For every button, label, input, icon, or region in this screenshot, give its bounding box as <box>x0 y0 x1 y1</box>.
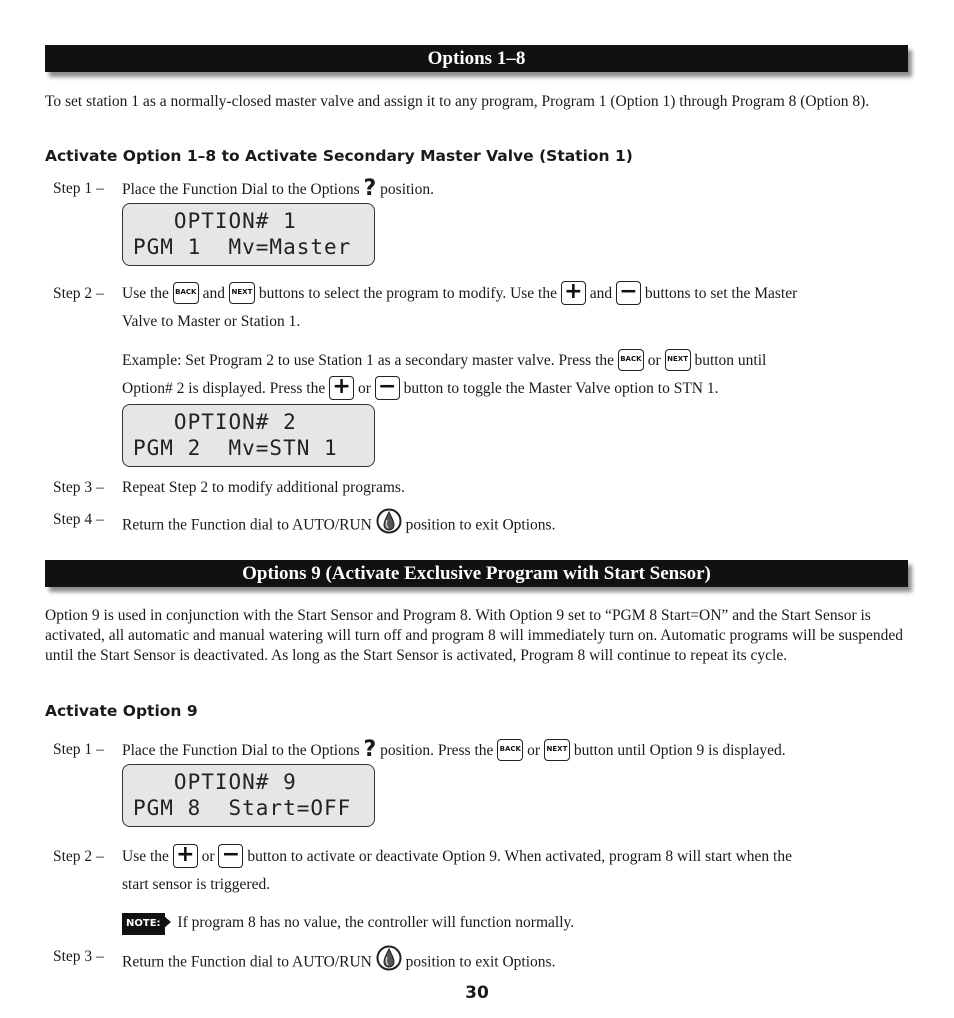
section-header-options-9: Options 9 (Activate Exclusive Program with Start Sensor) <box>45 560 908 587</box>
next-button-icon: NEXT <box>665 349 691 371</box>
lcd-line-2: PGM 2 Mv=STN 1 <box>133 436 338 460</box>
step-text: Use the <box>122 285 169 302</box>
step-text: Place the Function Dial to the Options <box>122 742 360 759</box>
step-text: or <box>527 742 541 759</box>
step-text: button to activate or deactivate Option 9. When activated, program 8 will start when the <box>247 848 792 865</box>
note-badge: NOTE: <box>122 913 165 935</box>
back-button-icon: BACK <box>173 282 199 304</box>
step-text: position. Press the <box>380 742 494 759</box>
back-button-icon: BACK <box>618 349 644 371</box>
step-text: Repeat Step 2 to modify additional programs. <box>122 479 405 496</box>
lcd-display-option-2 <box>122 404 375 467</box>
minus-button-icon: − <box>218 844 243 868</box>
page-number: 30 <box>465 983 489 1003</box>
step-number: Step 3 – <box>53 948 104 965</box>
step-text: button until Option 9 is displayed. <box>573 742 786 759</box>
step-text: position. <box>380 181 434 198</box>
step-text: and <box>202 285 226 302</box>
step-number: Step 1 – <box>53 741 104 758</box>
step-number: Step 4 – <box>53 511 104 528</box>
note-text: If program 8 has no value, the controller will function normally. <box>177 914 575 931</box>
step-number: Step 3 – <box>53 479 104 496</box>
next-button-icon: NEXT <box>229 282 255 304</box>
step-number: Step 2 – <box>53 285 104 302</box>
plus-button-icon: + <box>561 281 586 305</box>
example-text: Example: Set Program 2 to use Station 1 as a secondary master valve. Press the <box>122 352 615 369</box>
lcd-line-1: OPTION# 1 <box>133 209 297 233</box>
auto-run-dial-icon <box>376 508 402 540</box>
step-text: and <box>589 285 613 302</box>
lcd-line-2: PGM 8 Start=OFF <box>133 796 352 820</box>
step-text: Place the Function Dial to the Options <box>122 181 360 198</box>
step-text: or <box>201 848 215 865</box>
lcd-line-1: OPTION# 9 <box>133 770 297 794</box>
lcd-line-1: OPTION# 2 <box>133 410 297 434</box>
step-text: Use the <box>122 848 169 865</box>
step-text: buttons to set the Master <box>644 285 798 302</box>
plus-button-icon: + <box>329 376 354 400</box>
auto-run-dial-icon <box>376 945 402 977</box>
step-text: Return the Function dial to AUTO/RUN <box>122 953 372 971</box>
section1-example <box>122 347 902 403</box>
section-header-options-1-8: Options 1–8 <box>45 45 908 72</box>
example-text: Option# 2 is displayed. Press the <box>122 380 326 397</box>
section2-intro: Option 9 is used in conjunction with the Start Sensor and Program 8. With Option 9 set to “PGM 8 Start=ON” and the Start Sensor is activated, all automatic and manual watering will turn off and program 8 will immediately turn on. Automatic programs will be suspended until the Start Sensor is deactivated. As long as the Start Sensor is activated, Program 8 will continue to repeat its cycle. <box>45 607 904 664</box>
lcd-display-option-1 <box>122 203 375 266</box>
section1-intro: To set station 1 as a normally-closed master valve and assign it to any program, Program 1 (Option 1) through Program 8 (Option 8). <box>45 93 870 110</box>
section2-subheading: Activate Option 9 <box>45 702 198 720</box>
step-text: Valve to Master or Station 1. <box>122 313 301 330</box>
lcd-line-2: PGM 1 Mv=Master <box>133 235 352 259</box>
section1-subheading: Activate Option 1–8 to Activate Secondary Master Valve (Station 1) <box>45 147 633 165</box>
lcd-display-option-9 <box>122 764 375 827</box>
step-text: position to exit Options. <box>405 516 556 534</box>
plus-button-icon: + <box>173 844 198 868</box>
options-question-icon: ? <box>363 737 377 762</box>
minus-button-icon: − <box>375 376 400 400</box>
minus-button-icon: − <box>616 281 641 305</box>
next-button-icon: NEXT <box>544 739 570 761</box>
note-arrow-icon <box>164 916 171 928</box>
step-text: Return the Function dial to AUTO/RUN <box>122 516 372 534</box>
step-number: Step 1 – <box>53 180 104 197</box>
step-number: Step 2 – <box>53 848 104 865</box>
step-text: position to exit Options. <box>405 953 556 971</box>
options-question-icon: ? <box>363 176 377 201</box>
back-button-icon: BACK <box>497 739 523 761</box>
example-text: or <box>357 380 371 397</box>
step-text: buttons to select the program to modify. Use the <box>258 285 557 302</box>
section2-note <box>122 913 902 935</box>
example-text: button until <box>694 352 767 369</box>
example-text: button to toggle the Master Valve option to STN 1. <box>403 380 719 397</box>
step-text: start sensor is triggered. <box>122 876 271 893</box>
example-text: or <box>647 352 661 369</box>
